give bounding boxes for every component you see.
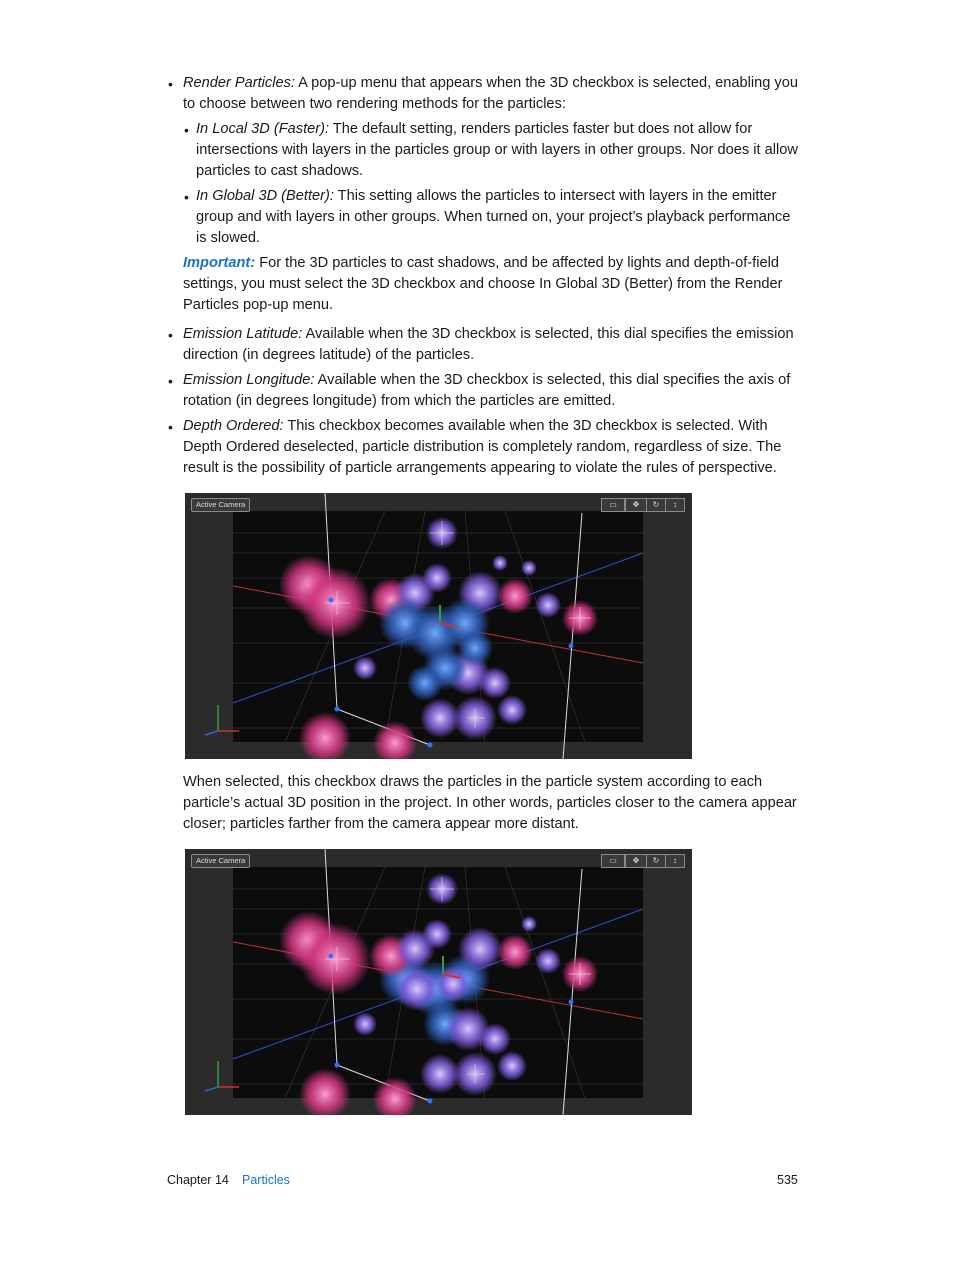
bullet-marker: • <box>168 327 173 343</box>
rotate-icon[interactable]: ↻ <box>646 498 666 512</box>
dolly-icon[interactable]: ↕ <box>665 498 685 512</box>
camera-menu[interactable]: Active Camera <box>191 498 250 512</box>
bullet-emission-longitude: Emission Longitude: Available when the 3D checkbox is selected, this dial specifies the axis of rotation (in degrees longitude) from which the particles are emitted. <box>183 372 791 409</box>
bullet-emission-latitude: Emission Latitude: Available when the 3D checkbox is selected, this dial specifies the emission direction (in degrees latitude) of the particles. <box>183 326 794 363</box>
move-icon[interactable]: ✥ <box>625 498 647 512</box>
bullet-render-particles: Render Particles: A pop-up menu that appears when the 3D checkbox is selected, enabling you to choose between two rendering methods for the particles: <box>183 75 798 112</box>
dolly-icon[interactable]: ↕ <box>665 854 685 868</box>
camera-icon[interactable]: ▭ <box>601 854 625 868</box>
bullet-marker: • <box>184 122 189 138</box>
canvas-viewer-screenshot <box>185 493 692 759</box>
bullet-local-3d: In Local 3D (Faster): The default setting, renders particles faster but does not allow for intersections with layers in the particles group or with layers in other groups. Nor does it allow particles to cast shadows. <box>196 121 798 179</box>
body-paragraph: When selected, this checkbox draws the particles in the particle system according to each particle’s actual 3D position in the project. In other words, particles closer to the camera appear closer; particles farther from the camera appear more distant. <box>183 774 797 832</box>
footer-chapter: Chapter 14 <box>167 1173 229 1187</box>
footer-section-link[interactable]: Particles <box>242 1173 290 1187</box>
rotate-icon[interactable]: ↻ <box>646 854 666 868</box>
move-icon[interactable]: ✥ <box>625 854 647 868</box>
camera-menu[interactable]: Active Camera <box>191 854 250 868</box>
particles-scene-selected <box>185 849 692 1115</box>
bullet-marker: • <box>168 76 173 92</box>
bullet-marker: • <box>168 373 173 389</box>
camera-icon[interactable]: ▭ <box>601 498 625 512</box>
bullet-marker: • <box>184 189 189 205</box>
page-number: 535 <box>777 1173 798 1187</box>
canvas-viewer-screenshot <box>185 849 692 1115</box>
bullet-depth-ordered: Depth Ordered: This checkbox becomes available when the 3D checkbox is selected. With Depth Ordered deselected, particle distribution is completely random, regardless of size. The result is the possibility of particle arrangements appearing to violate the rules of perspective. <box>183 418 782 476</box>
particles-scene-deselected <box>185 493 692 759</box>
bullet-global-3d: In Global 3D (Better): This setting allows the particles to intersect with layers in the emitter group and with layers in other groups. When turned on, your project’s playback performance is slowed. <box>196 188 791 246</box>
important-note: Important: For the 3D particles to cast shadows, and be affected by lights and depth-of-field settings, you must select the 3D checkbox and choose In Global 3D (Better) from the Render Particles pop-up menu. <box>183 255 783 313</box>
bullet-marker: • <box>168 419 173 435</box>
